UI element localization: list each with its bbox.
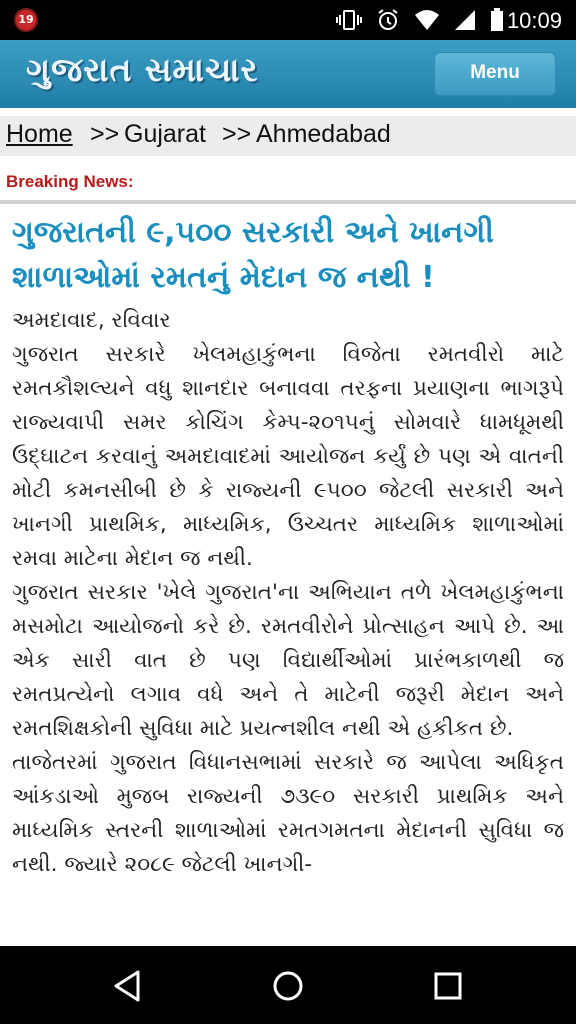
breadcrumb-separator: >> — [90, 120, 120, 148]
breadcrumb-separator: >> — [222, 120, 252, 148]
article-body — [12, 304, 564, 946]
breadcrumb-home-link[interactable]: Home — [6, 120, 73, 148]
site-logo[interactable]: ગુજરાત સમાચાર — [26, 50, 259, 89]
status-icons — [336, 6, 504, 34]
article-dateline: અમદાવાદ, રવિવાર — [12, 308, 171, 333]
article-paragraph: ગુજરાત સરકારે ખેલમહાકુંભના વિજેતા રમતવીરો માટે રમતકૌશલ્યને વધુ શાનદાર બનાવવા તરફના પ્રયાણના ભાગરૂપે રાજ્યવાપી સમર કોચિંગ કેમ્પ-૨૦૧૫નું સોમવારે ધામધૂમથી ઉદ્ઘાટન કરવાનું અમદાવાદમાં આયોજન કર્યું છે પણ એ વાતની મોટી કમનસીબી છે કે રાજ્યની ૯૫૦૦ જેટલી સરકારી અને ખાનગી પ્રાથમિક, માધ્યમિક, ઉચ્ચતર માધ્યમિક શાળાઓમાં રમવા માટેના મેદાન જ નથી. — [12, 342, 564, 571]
status-bar — [0, 0, 576, 40]
article-headline: ગુજરાતની ૯,૫૦૦ સરકારી અને ખાનગી શાળાઓમાં રમતનું મેદાન જ નથી ! — [12, 215, 494, 295]
menu-button[interactable]: Menu — [434, 52, 556, 96]
article-paragraph: તાજેતરમાં ગુજરાત વિધાનસભામાં સરકારે જ આપેલા અધિકૃત આંકડાઓ મુજબ રાજ્યની ૭૩૯૦ સરકારી પ્રાથમિક અને માધ્યમિક સ્તરની શાળાઓમાં રમતગમતના મેદાનની સુવિધા જ નથી. જ્યારે ૨૦૮૯ જેટલી ખાનગી- — [12, 750, 564, 877]
breadcrumb — [0, 116, 576, 156]
notification-badge[interactable]: 19 — [14, 8, 38, 32]
breadcrumb-ahmedabad[interactable]: Ahmedabad — [256, 120, 391, 148]
clock: 10:09 — [506, 8, 562, 33]
back-icon[interactable] — [108, 968, 148, 1004]
system-nav-bar — [0, 946, 576, 1024]
battery-icon — [490, 8, 504, 32]
vibrate-icon — [336, 9, 362, 31]
breaking-news-label: Breaking News: — [6, 172, 134, 191]
recents-square-icon[interactable] — [428, 968, 468, 1004]
signal-icon — [454, 9, 476, 31]
alarm-icon — [376, 8, 400, 32]
home-circle-icon[interactable] — [268, 968, 308, 1004]
app-header — [0, 40, 576, 108]
divider — [0, 200, 576, 204]
breadcrumb-gujarat[interactable]: Gujarat — [124, 120, 206, 148]
article-paragraph: ગુજરાત સરકાર 'ખેલે ગુજરાત'ના અભિયાન તળે ખેલમહાકુંભના મસમોટા આયોજનો કરે છે. રમતવીરોને પ્રોત્સાહન આપે છે. આ એક સારી વાત છે પણ વિદ્યાર્થીઓમાં પ્રારંભકાળથી જ રમતપ્રત્યેનો લગાવ વધે અને તે માટેની જરૂરી મેદાન અને રમતશિક્ષકોની સુવિધા માટે પ્રયત્નશીલ નથી એ હકીકત છે. — [12, 580, 564, 741]
wifi-icon — [414, 9, 440, 31]
